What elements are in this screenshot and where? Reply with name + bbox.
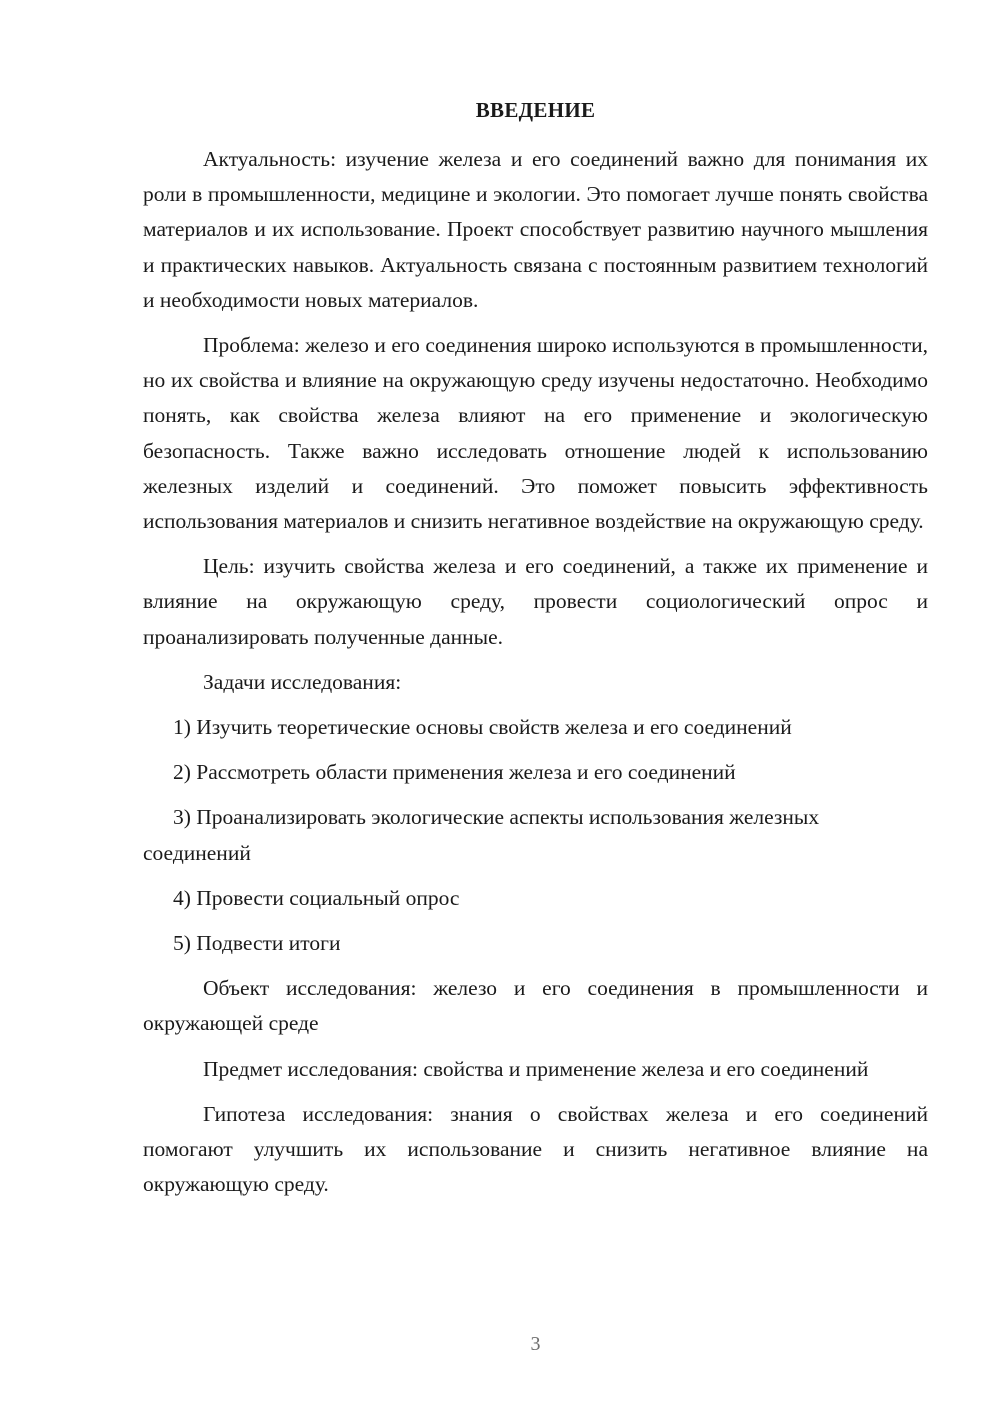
paragraph-problem: Проблема: железо и его соединения широко используются в промышленности, но их свойства и влияние на окружающую среду изучены недостаточно. Необходимо понять, как свойства железа влияют на его применение и экологическую безопасность. Также важно исследовать отношение людей к использованию железных изделий и соединений. Это поможет повысить эффективность использования материалов и снизить негативное воздействие на окружающую среду. bbox=[143, 333, 928, 534]
task-item-3: 3) Проанализировать экологические аспекты использования железных соединений bbox=[143, 805, 820, 865]
task-item-2: 2) Рассмотреть области применения железа и его соединений bbox=[173, 760, 736, 785]
paragraph-object: Объект исследования: железо и его соединения в промышленности и окружающей среде bbox=[143, 976, 928, 1036]
task-item-1: 1) Изучить теоретические основы свойств железа и его соединений bbox=[173, 715, 792, 740]
paragraph-hypothesis: Гипотеза исследования: знания о свойствах железа и его соединений помогают улучшить их использование и снизить негативное влияние на окружающую среду. bbox=[143, 1101, 928, 1197]
paragraph-subject: Предмет исследования: свойства и применение железа и его соединений bbox=[203, 1056, 869, 1081]
paragraph-relevance: Актуальность: изучение железа и его соединений важно для понимания их роли в промышленности, медицине и экологии. Это помогает лучше понять свойства материалов и их использование. Проект способствует развитию научного мышления и практических навыков. Актуальность связана с постоянным развитием технологий и необходимости новых материалов. bbox=[143, 147, 928, 312]
document-body bbox=[143, 142, 928, 1212]
task-item-5: 5) Подвести итоги bbox=[173, 931, 341, 956]
tasks-heading: Задачи исследования: bbox=[203, 669, 402, 694]
page-number: 3 bbox=[530, 1333, 541, 1355]
document-page bbox=[143, 0, 928, 1414]
paragraph-goal: Цель: изучить свойства железа и его соединений, а также их применение и влияние на окружающую среду, провести социологический опрос и проанализировать полученные данные. bbox=[143, 554, 928, 649]
task-item-4: 4) Провести социальный опрос bbox=[173, 885, 460, 910]
page-title: ВВЕДЕНИЕ bbox=[475, 98, 596, 122]
